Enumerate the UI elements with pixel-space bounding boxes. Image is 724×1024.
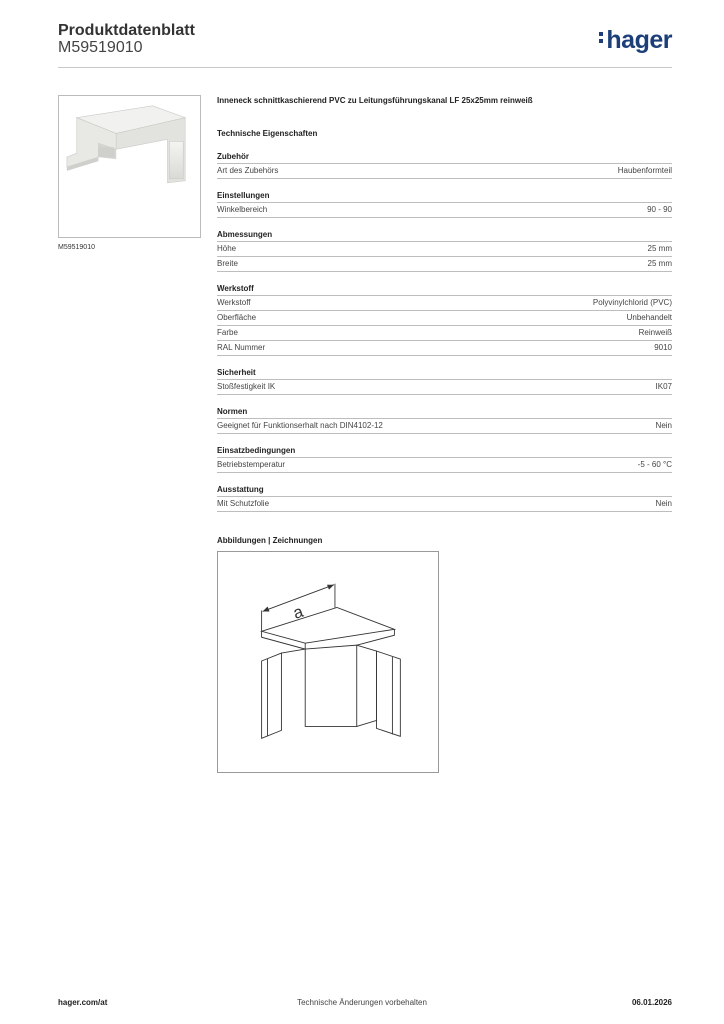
property-label: Geeignet für Funktionserhalt nach DIN4102-12 — [217, 421, 383, 430]
hager-logo — [599, 26, 672, 55]
logo-dots-icon — [599, 29, 604, 46]
section-zubehoer — [217, 150, 672, 179]
property-label: Werkstoff — [217, 298, 251, 307]
property-value: -5 - 60 °C — [637, 460, 672, 469]
property-value: Nein — [655, 421, 672, 430]
property-row — [217, 458, 672, 473]
property-label: Oberfläche — [217, 313, 257, 322]
section-ausstattung — [217, 483, 672, 512]
property-value: Unbehandelt — [626, 313, 672, 322]
property-value: Polyvinylchlorid (PVC) — [592, 298, 672, 307]
footer-website: hager.com/at — [58, 998, 108, 1007]
section-title: Zubehör — [217, 150, 672, 164]
property-row — [217, 242, 672, 257]
property-label: RAL Nummer — [217, 343, 266, 352]
property-value: Nein — [655, 499, 672, 508]
section-einsatzbedingungen — [217, 444, 672, 473]
section-normen — [217, 405, 672, 434]
property-row — [217, 311, 672, 326]
section-title: Ausstattung — [217, 483, 672, 497]
product-photo-icon — [59, 96, 200, 237]
page-title: Produktdatenblatt — [58, 22, 195, 39]
product-code: M59519010 — [58, 39, 143, 56]
property-row — [217, 380, 672, 395]
section-einstellungen — [217, 189, 672, 218]
section-title: Werkstoff — [217, 282, 672, 296]
dimension-label: a — [290, 601, 306, 623]
section-sicherheit — [217, 366, 672, 395]
property-label: Winkelbereich — [217, 205, 268, 214]
property-row — [217, 164, 672, 179]
property-value: 25 mm — [647, 244, 672, 253]
footer-disclaimer: Technische Änderungen vorbehalten — [297, 998, 427, 1007]
property-label: Mit Schutzfolie — [217, 499, 270, 508]
property-label: Art des Zubehörs — [217, 166, 279, 175]
property-label: Stoßfestigkeit IK — [217, 382, 276, 391]
section-title: Einsatzbedingungen — [217, 444, 672, 458]
property-value: 25 mm — [647, 259, 672, 268]
property-row — [217, 326, 672, 341]
section-title: Einstellungen — [217, 189, 672, 203]
section-title: Abmessungen — [217, 228, 672, 242]
section-title: Sicherheit — [217, 366, 672, 380]
technical-drawing — [217, 551, 439, 773]
product-description: Inneneck schnittkaschierend PVC zu Leitungsführungskanal LF 25x25mm reinweiß — [217, 96, 533, 105]
footer-date: 06.01.2026 — [631, 998, 672, 1007]
image-caption: M59519010 — [58, 244, 95, 251]
property-row — [217, 296, 672, 311]
product-image — [58, 95, 201, 238]
figures-heading: Abbildungen | Zeichnungen — [217, 536, 323, 545]
property-label: Betriebstemperatur — [217, 460, 286, 469]
property-value: 9010 — [654, 343, 672, 352]
property-label: Breite — [217, 259, 238, 268]
section-werkstoff — [217, 282, 672, 356]
section-abmessungen — [217, 228, 672, 272]
property-row — [217, 203, 672, 218]
property-value: Haubenformteil — [617, 166, 672, 175]
property-value: Reinweiß — [638, 328, 672, 337]
property-row — [217, 341, 672, 356]
corner-drawing-icon — [218, 552, 438, 772]
property-value: IK07 — [655, 382, 672, 391]
property-row — [217, 497, 672, 512]
technical-heading: Technische Eigenschaften — [217, 129, 318, 138]
property-row — [217, 419, 672, 434]
property-label: Höhe — [217, 244, 237, 253]
logo-text: hager — [606, 26, 672, 54]
section-title: Normen — [217, 405, 672, 419]
property-label: Farbe — [217, 328, 238, 337]
header-divider — [58, 67, 672, 68]
property-value: 90 - 90 — [647, 205, 672, 214]
properties-content — [217, 95, 672, 545]
properties-list — [217, 150, 672, 512]
property-row — [217, 257, 672, 272]
